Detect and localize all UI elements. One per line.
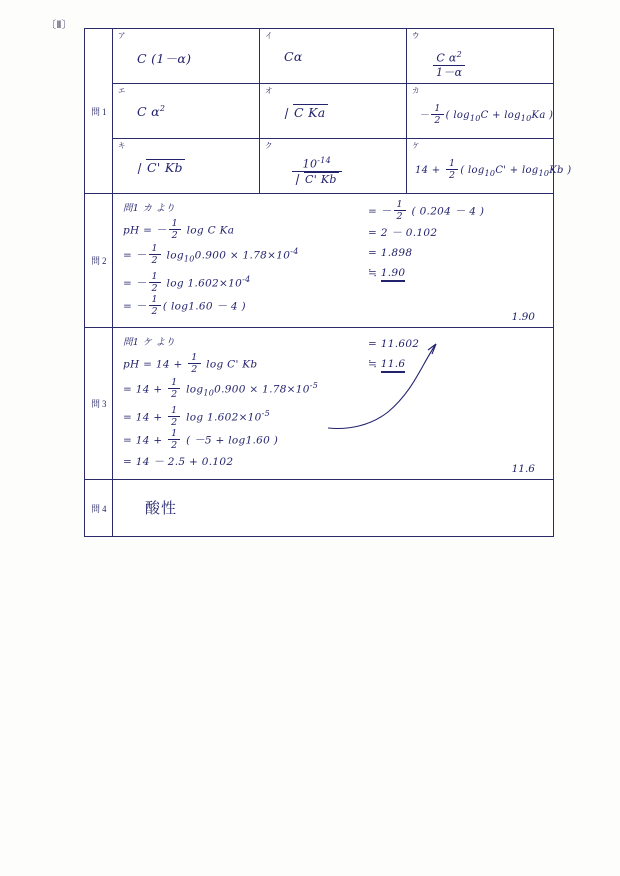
q2-right-line-3: = 1.898 <box>368 247 413 259</box>
q2-final-answer: 1.90 <box>511 311 535 323</box>
question-row-1 <box>85 29 572 194</box>
cell-tag-ke: ケ <box>412 141 420 150</box>
answer-cell-e[interactable] <box>113 84 260 138</box>
cell-answer-a: C (1－α) <box>137 51 192 66</box>
question-label-4: 問 4 <box>85 480 113 536</box>
question-label-1: 問 1 <box>85 29 113 193</box>
q2-line-4: = － $\frac{1}{2}$ ( log1.60 － 4 ) <box>123 293 246 317</box>
answer-cell-ku[interactable] <box>260 139 407 193</box>
q2-header: 問1 カ より <box>123 203 176 214</box>
cell-answer-e: C $\alpha^2$ <box>137 104 166 120</box>
cell-tag-ka: カ <box>412 86 420 95</box>
q2-work-area[interactable] <box>113 194 553 327</box>
answer-cell-a[interactable] <box>113 29 260 83</box>
q1-cell-row-c <box>113 139 572 193</box>
q3-line-4: = 14 + $\frac{1}{2}$ ( －5 + log1.60 ) <box>123 427 279 451</box>
q3-right-column <box>368 334 419 374</box>
q2-line-2: = － $\frac{1}{2}$ $\log_{10}0.900 \times 1.78\times 10^{-4}$ <box>123 243 299 266</box>
q1-cells <box>113 29 572 193</box>
question-label-3: 問 3 <box>85 328 113 479</box>
answer-cell-i[interactable] <box>260 29 407 83</box>
question-row-3 <box>85 328 553 480</box>
q3-work-area[interactable] <box>113 328 553 479</box>
q1-cell-row-a <box>113 29 553 84</box>
q2-right-line-4: ≒ 1.90 <box>368 263 484 283</box>
q3-line-2: = 14 + $\frac{1}{2}$ $\log_{10}0.900 \times 1.78\times 10^{-5}$ <box>123 377 319 400</box>
cell-answer-ka: － $\frac{1}{2}$ ( $\log_{10}C + \log_{10}Ka$ ) <box>419 103 554 126</box>
q3-header: 問1 ケ より <box>123 337 176 348</box>
q3-final-answer: 11.6 <box>511 463 535 475</box>
cell-tag-o: オ <box>265 86 273 95</box>
q1-cell-row-b <box>113 84 553 139</box>
cell-tag-a: ア <box>118 31 126 40</box>
answer-cell-u[interactable] <box>407 29 553 83</box>
q3-line-1: pH = 14 + $\frac{1}{2}$ log C' Kb <box>123 352 258 375</box>
question-label-2: 問 2 <box>85 194 113 327</box>
q2-right-line-2: = 2 － 0.102 <box>368 227 438 239</box>
cell-answer-ki: C' Kb <box>137 159 185 175</box>
answer-grid <box>84 28 572 537</box>
question-row-2 <box>85 194 553 328</box>
q3-line-5: = 14 － 2.5 + 0.102 <box>123 455 234 468</box>
answer-cell-ke[interactable] <box>407 139 572 193</box>
answer-cell-ka[interactable] <box>407 84 553 138</box>
cell-answer-o: C Ka <box>284 104 328 120</box>
q3-line-3: = 14 + $\frac{1}{2}$ $\log 1.602\times 10^{-5}$ <box>123 404 271 428</box>
cell-answer-ke: 14 + $\frac{1}{2}$ ( $\log_{10}C' + \log_{10}Kb$ ) <box>415 158 572 181</box>
cell-answer-u: $\frac{C \alpha^2}{1-\alpha}$ <box>431 49 467 80</box>
q2-right-column <box>368 200 484 283</box>
q3-right-line-2: ≒ 11.6 <box>368 354 419 374</box>
cell-tag-ki: キ <box>118 141 126 150</box>
q4-work-area[interactable] <box>113 480 553 536</box>
cell-tag-e: エ <box>118 86 126 95</box>
q2-line-3: = － $\frac{1}{2}$ $\log 1.602\times 10^{-4}$ <box>123 270 251 294</box>
question-row-4 <box>85 480 553 536</box>
cell-answer-ku: $\frac{10^{-14}}{C' Kb}$ <box>290 155 344 187</box>
cell-tag-u: ウ <box>412 31 420 40</box>
q3-right-line-1: = 11.602 <box>368 338 420 350</box>
answer-cell-ki[interactable] <box>113 139 260 193</box>
q2-right-line-1: = － $\frac{1}{2}$ ( 0.204 － 4 ) <box>368 199 485 222</box>
q2-line-1: pH = － $\frac{1}{2}$ log C Ka <box>123 218 235 241</box>
answer-cell-o[interactable] <box>260 84 407 138</box>
section-tag: 〔Ⅱ〕 <box>46 20 73 31</box>
cell-tag-ku: ク <box>265 141 273 150</box>
cell-answer-i: Cα <box>284 49 303 64</box>
cell-tag-i: イ <box>265 31 273 40</box>
q4-answer: 酸性 <box>145 499 178 517</box>
